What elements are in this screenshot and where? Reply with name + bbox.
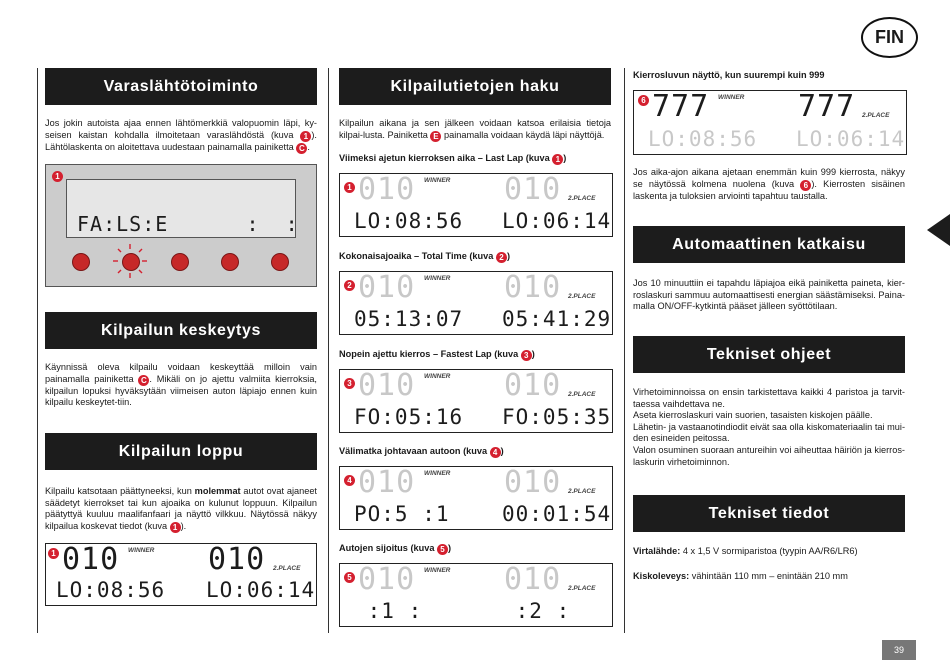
section-title-race-interrupt: Kilpailun keskeytys xyxy=(45,312,317,349)
display-mode-heading: Nopein ajettu kierros – Fastest Lap (kuva 3 ) xyxy=(339,349,535,360)
time-left: PO:5 :1 xyxy=(354,502,450,526)
press-burst-icon xyxy=(112,243,148,279)
lap-count-left: 010 xyxy=(62,542,120,577)
time-right: :2 : xyxy=(502,599,571,623)
race-interrupt-text: Käynnissä oleva kilpailu voidaan keskeyttää milloin vain painamalla painiketta C . Mikäli on jo ajettu valmiita kierroksia, kilpailun lopuksi hyväksytään viimeisen auton läpiajo ennen kuin kilpailu keskeytet-tiin. xyxy=(45,362,317,408)
figure-ref-badge: 3 xyxy=(521,350,532,361)
time-right: LO:06:14 xyxy=(796,127,906,151)
section-title-false-start: Varaslähtötoiminto xyxy=(45,68,317,105)
section-title-race-end: Kilpailun loppu xyxy=(45,433,317,470)
device-button-5 xyxy=(271,253,289,271)
winner-label: WINNER xyxy=(424,567,451,574)
false-start-text: Jos jokin autoista ajaa ennen lähtömerkkiä valopuomin läpi, ky-seisen kaistan kohdalla ilmoitetaan varaslähdöstä (kuva 1 ). Lähtölaskenta on aloitettava uudestaan painamalla painiketta C . xyxy=(45,118,317,153)
auto-off-text: Jos 10 minuuttiin ei tapahdu läpiajoa eikä painiketta paineta, kier-roslaskuri sammuu automaattisesti energian säästämiseksi. Paina-malla ON/OFF-kytkintä pääset jälleen syöttötilaan. xyxy=(633,278,905,312)
time-left: 05:13:07 xyxy=(354,307,464,331)
winner-label: WINNER xyxy=(424,373,451,380)
lcd-overflow-display xyxy=(633,90,907,155)
figure-badge: 2 xyxy=(344,280,355,291)
lap-overflow-text: Jos aika-ajon aikana ajetaan enemmän kuin 999 kierrosta, näkyy se näytössä kolmena nuolena (kuva 6 ). Kierrosten sisäinen laskenta ja tuloksien arviointi tapahtuu taustalla. xyxy=(633,167,905,201)
figure-badge: 4 xyxy=(344,475,355,486)
place-label: 2.PLACE xyxy=(568,391,596,398)
device-button-4 xyxy=(221,253,239,271)
figure-ref-badge: 1 xyxy=(300,131,311,142)
figure-ref-badge: 5 xyxy=(437,544,448,555)
time-left: LO:08:56 xyxy=(56,578,166,602)
column-rule-middle xyxy=(328,68,329,633)
button-e-badge: E xyxy=(430,131,441,142)
lcd-display-mode xyxy=(339,271,613,335)
place-label: 2.PLACE xyxy=(568,195,596,202)
place-label: 2.PLACE xyxy=(568,488,596,495)
section-title-race-data: Kilpailutietojen haku xyxy=(339,68,611,105)
lap-overflow-heading: Kierrosluvun näyttö, kun suurempi kuin 999 xyxy=(633,70,825,80)
time-left: :1 : xyxy=(354,599,423,623)
button-c-badge: C xyxy=(296,143,307,154)
display-mode-heading: Viimeksi ajetun kierroksen aika – Last Lap (kuva 1 ) xyxy=(339,153,567,164)
time-right: FO:05:35 xyxy=(502,405,612,429)
lap-count-right: 777 xyxy=(798,89,856,124)
place-label: 2.PLACE xyxy=(862,112,890,119)
time-right: 05:41:29 xyxy=(502,307,612,331)
figure-badge: 1 xyxy=(344,182,355,193)
winner-label: WINNER xyxy=(424,470,451,477)
lap-count-right: 010 xyxy=(504,270,562,305)
device-panel-figure xyxy=(45,164,317,287)
lap-count-left: 010 xyxy=(358,368,416,403)
lap-count-right: 010 xyxy=(504,465,562,500)
lap-count-right: 010 xyxy=(504,562,562,597)
device-screen xyxy=(66,179,299,238)
display-mode-heading: Kokonaisajoaika – Total Time (kuva 2 ) xyxy=(339,251,510,262)
race-data-intro: Kilpailun aikana ja sen jälkeen voidaan katsoa erilaisia tietoja kilpai-lusta. Painiketta E painamalla voidaan käydä läpi näyttöjä. xyxy=(339,118,611,141)
column-rule-right xyxy=(624,68,625,633)
tech-instructions-text: Virhetoiminnoissa on ensin tarkistettava kaikki 4 paristoa ja tarvit-taessa vaihdettava ne. Aseta kierroslaskuri vain suorien, tasaisten kiskojen päälle. Lähetin- ja vastaanotindiodit eivät saa olla kiskomateriaalin tai mui-den esineiden peitossa. Valon osuminen suoraan antureihin voi aiheuttaa häiriön ja kierros-laskurin virhetoiminnon. xyxy=(633,387,905,467)
lap-count-left: 010 xyxy=(358,465,416,500)
time-right: LO:06:14 xyxy=(206,578,316,602)
time-left: LO:08:56 xyxy=(648,127,758,151)
section-title-tech-instructions: Tekniset ohjeet xyxy=(633,336,905,373)
lap-count-left: 010 xyxy=(358,562,416,597)
figure-badge: 1 xyxy=(52,171,63,182)
figure-ref-badge: 2 xyxy=(496,252,507,263)
time-left: FO:05:16 xyxy=(354,405,464,429)
device-button-3 xyxy=(171,253,189,271)
time-right: LO:06:14 xyxy=(502,209,612,233)
lcd-display-mode xyxy=(339,369,613,433)
display-mode-heading: Autojen sijoitus (kuva 5 ) xyxy=(339,543,452,554)
place-label: 2.PLACE xyxy=(568,585,596,592)
figure-ref-badge: 1 xyxy=(170,522,181,533)
section-tab-marker xyxy=(927,214,950,246)
power-spec: Virtalähde: 4 x 1,5 V sormiparistoa (tyypin AA/R6/LR6) xyxy=(633,546,858,556)
section-title-auto-off: Automaattinen katkaisu xyxy=(633,226,905,263)
false-start-display: FA:LS:E : : xyxy=(77,212,299,236)
lap-count-right: 010 xyxy=(504,172,562,207)
figure-badge: 1 xyxy=(48,548,59,559)
winner-label: WINNER xyxy=(128,547,155,554)
winner-label: WINNER xyxy=(424,177,451,184)
column-rule-left xyxy=(37,68,38,633)
figure-ref-badge: 1 xyxy=(552,154,563,165)
lcd-result-display xyxy=(45,543,317,606)
lap-count-right: 010 xyxy=(208,542,266,577)
language-badge: FIN xyxy=(861,17,918,58)
winner-label: WINNER xyxy=(718,94,745,101)
lap-count-left: 777 xyxy=(652,89,710,124)
lcd-display-mode xyxy=(339,466,613,530)
display-mode-heading: Välimatka johtavaan autoon (kuva 4 ) xyxy=(339,446,504,457)
figure-ref-badge: 4 xyxy=(490,447,501,458)
time-right: 00:01:54 xyxy=(502,502,612,526)
place-label: 2.PLACE xyxy=(273,565,301,572)
device-button-1 xyxy=(72,253,90,271)
lap-count-right: 010 xyxy=(504,368,562,403)
section-title-tech-data: Tekniset tiedot xyxy=(633,495,905,532)
lcd-display-mode xyxy=(339,173,613,237)
track-width-spec: Kiskoleveys: vähintään 110 mm – enintään 210 mm xyxy=(633,571,848,581)
lap-count-left: 010 xyxy=(358,270,416,305)
lap-count-left: 010 xyxy=(358,172,416,207)
figure-badge: 3 xyxy=(344,378,355,389)
button-c-badge: C xyxy=(138,375,149,386)
figure-badge: 6 xyxy=(638,95,649,106)
place-label: 2.PLACE xyxy=(568,293,596,300)
time-left: LO:08:56 xyxy=(354,209,464,233)
winner-label: WINNER xyxy=(424,275,451,282)
figure-badge: 5 xyxy=(344,572,355,583)
figure-ref-badge: 6 xyxy=(800,180,811,191)
race-end-text: Kilpailu katsotaan päättyneeksi, kun molemmat autot ovat ajaneet säädetyt kierrokset tai kun ajoaika on kulunut loppuun. Kilpailun päätyttyä kuuluu maalifanfaari ja näyttö vilkkuu. Näytössä näkyy kilpailua koskevat tiedot (kuva 1 ). xyxy=(45,486,317,532)
page-number: 39 xyxy=(882,640,916,660)
lcd-display-mode xyxy=(339,563,613,627)
